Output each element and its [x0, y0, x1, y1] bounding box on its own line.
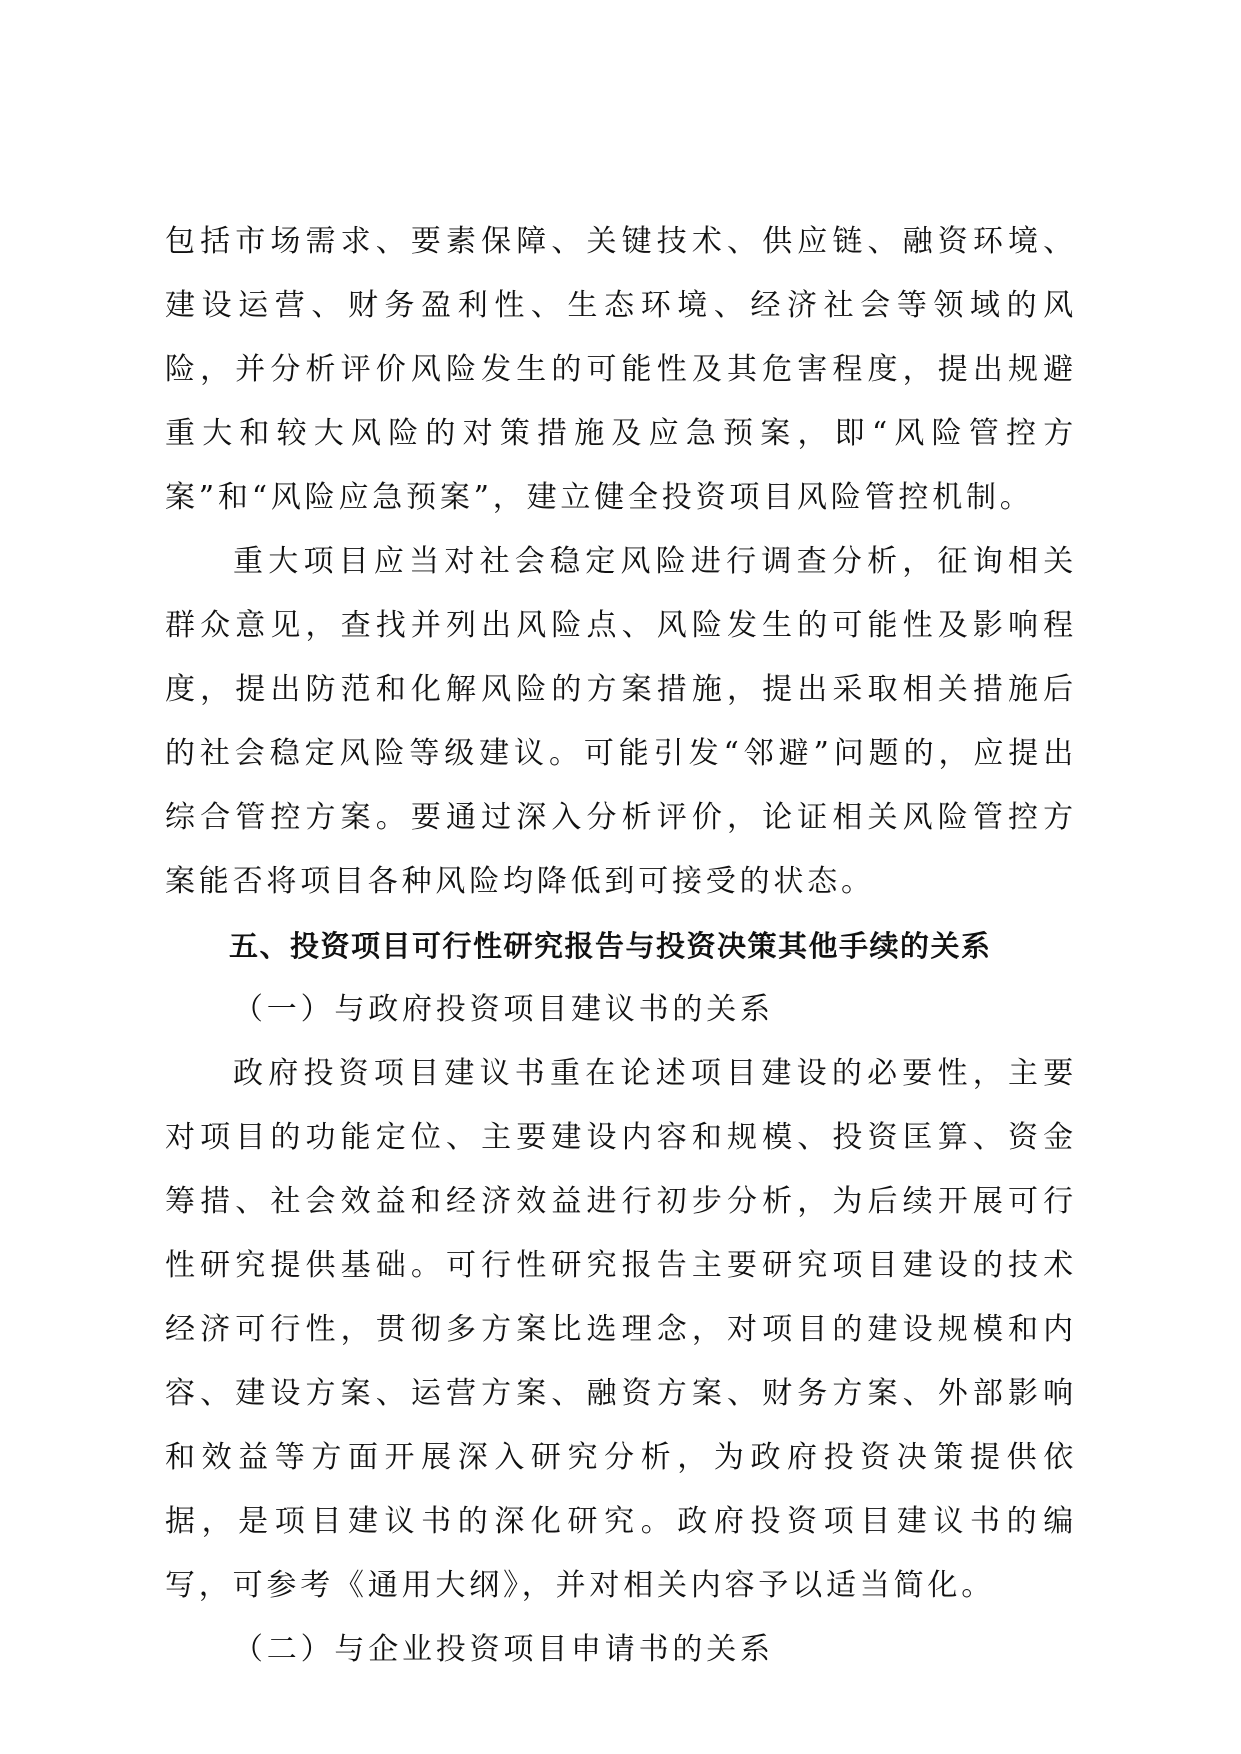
subsection-heading-5-2: （二）与企业投资项目申请书的关系 [233, 1632, 774, 1667]
document-page [165, 210, 1077, 1682]
subsection-heading-5-1: （一）与政府投资项目建议书的关系 [233, 992, 774, 1027]
paragraph-project-proposal: 政府投资项目建议书重在论述项目建设的必要性，主要对项目的功能定位、主要建设内容和规模、投资匡算、资金筹措、社会效益和经济效益进行初步分析，为后续开展可行性研究提供基础。可行性研究报告主要研究项目建设的技术经济可行性，贯彻多方案比选理念，对项目的建设规模和内容、建设方案、运营方案、融资方案、财务方案、外部影响和效益等方面开展深入研究分析，为政府投资决策提供依据，是项目建议书的深化研究。政府投资项目建议书的编写，可参考《通用大纲》，并对相关内容予以适当简化。 [165, 1056, 1077, 1603]
paragraph-risk-domains: 包括市场需求、要素保障、关键技术、供应链、融资环境、建设运营、财务盈利性、生态环境、经济社会等领域的风险，并分析评价风险发生的可能性及其危害程度，提出规避重大和较大风险的对策措施及应急预案，即“风险管控方案”和“风险应急预案”，建立健全投资项目风险管控机制。 [165, 224, 1077, 515]
paragraph-social-stability: 重大项目应当对社会稳定风险进行调查分析，征询相关群众意见，查找并列出风险点、风险发生的可能性及影响程度，提出防范和化解风险的方案措施，提出采取相关措施后的社会稳定风险等级建议。可能引发“邻避”问题的，应提出综合管控方案。要通过深入分析评价，论证相关风险管控方案能否将项目各种风险均降低到可接受的状态。 [165, 544, 1077, 899]
section-heading-5: 五、投资项目可行性研究报告与投资决策其他手续的关系 [229, 929, 992, 963]
